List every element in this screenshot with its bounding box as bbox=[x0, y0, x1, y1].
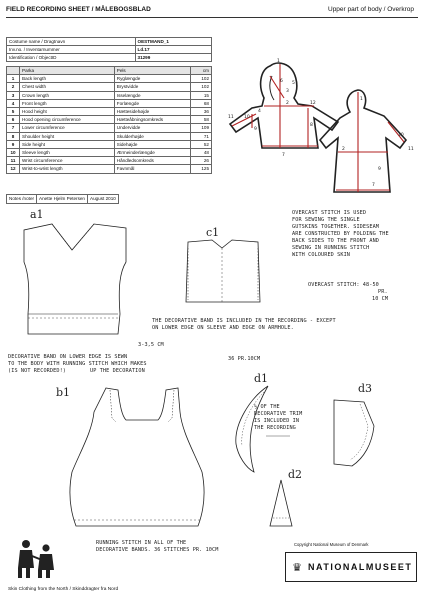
row-number: 1 bbox=[7, 75, 20, 83]
info-row bbox=[7, 38, 212, 46]
note-line: DECORATIVE BANDS. 36 STITCHES PR. 10CM bbox=[96, 547, 219, 553]
sketch-label-d3: d3 bbox=[358, 382, 373, 395]
row-pels: Ærmeinderlængde bbox=[114, 149, 190, 157]
info-table bbox=[6, 37, 212, 62]
row-number: 4 bbox=[7, 99, 20, 107]
row-cm: 36 bbox=[191, 108, 212, 116]
row-pels: Isselængde bbox=[114, 91, 190, 99]
lower-edge-note bbox=[8, 354, 238, 375]
note-line: ARE CONSTRUCTED BY FOLDING THE bbox=[292, 231, 389, 237]
diagram-number: 8 bbox=[310, 123, 313, 128]
measurement-row bbox=[7, 140, 212, 148]
diagram-number: 1 bbox=[360, 97, 363, 102]
row-cm: 125 bbox=[191, 165, 212, 173]
logo-figures-icon bbox=[14, 538, 60, 580]
note-line: GUTSKINS TOGETHER. SIDESEAM bbox=[292, 224, 380, 230]
row-number: 8 bbox=[7, 132, 20, 140]
footer-collection: Skin Clothing from the North / Skinddragter fra Nord bbox=[8, 587, 119, 592]
diagram-number: 2 bbox=[286, 101, 289, 106]
info-label: Costume name / Dragtnavn bbox=[7, 38, 136, 46]
row-parka: Back length bbox=[20, 75, 115, 83]
info-label: Identification / ObjectID bbox=[7, 54, 136, 62]
measurement-row bbox=[7, 149, 212, 157]
running-stitch-note bbox=[96, 540, 296, 554]
row-number: 3 bbox=[7, 91, 20, 99]
measurement-table bbox=[6, 66, 212, 174]
diagram-number: 6 bbox=[280, 79, 283, 84]
note-line: ½ OF THE bbox=[254, 404, 280, 410]
museum-name: NATIONALMUSEET bbox=[308, 562, 413, 572]
row-number: 12 bbox=[7, 165, 20, 173]
note-line: FOR SEWING THE SINGLE bbox=[292, 217, 360, 223]
sketch-label-d1: d1 bbox=[254, 372, 269, 385]
note-line: SEWING IN RUNNING STITCH bbox=[292, 245, 370, 251]
note-line: PR. bbox=[378, 289, 388, 295]
measurement-row bbox=[7, 124, 212, 132]
row-pels: Favnmål bbox=[114, 165, 190, 173]
col-parka: Parka bbox=[20, 67, 115, 75]
row-parka: Lower circumference bbox=[20, 124, 115, 132]
info-value: Ld.17 bbox=[135, 46, 211, 54]
info-value: 31299 bbox=[135, 54, 211, 62]
row-parka: Hood opening circumference bbox=[20, 116, 115, 124]
row-cm: 15 bbox=[191, 91, 212, 99]
row-cm: 48 bbox=[191, 149, 212, 157]
diagram-number: 9 bbox=[254, 127, 257, 132]
measurement-row bbox=[7, 99, 212, 107]
half-trim-note bbox=[254, 404, 330, 432]
row-cm: 71 bbox=[191, 132, 212, 140]
note-line: THE DECORATIVE BAND IS INCLUDED IN THE RECORDING - EXCEPT bbox=[152, 318, 336, 324]
row-parka: Chest width bbox=[20, 83, 115, 91]
diagram-number: 2 bbox=[342, 147, 345, 152]
overcast-note bbox=[292, 210, 420, 259]
row-cm: 26 bbox=[191, 157, 212, 165]
row-cm: 68 bbox=[191, 99, 212, 107]
col-pels: Pels bbox=[114, 67, 190, 75]
sketch-b1 bbox=[66, 382, 216, 532]
parka-diagrams bbox=[222, 52, 422, 202]
row-number: 11 bbox=[7, 157, 20, 165]
row-parka: Side height bbox=[20, 140, 115, 148]
info-value: OESTMAND_1 bbox=[135, 38, 211, 46]
note-line: 10 CM bbox=[372, 296, 389, 302]
parka-back-diagram bbox=[320, 90, 406, 192]
measurement-header-row bbox=[7, 67, 212, 75]
sketch-a1 bbox=[22, 222, 142, 342]
diagram-number: 4 bbox=[258, 109, 261, 114]
info-row bbox=[7, 46, 212, 54]
sketch-d2 bbox=[266, 478, 296, 530]
diagram-number: 10 bbox=[398, 133, 404, 138]
crown-icon: ♛ bbox=[292, 561, 302, 574]
measurement-row bbox=[7, 157, 212, 165]
footer-copyright: Copyright National Museum of Denmark bbox=[294, 542, 369, 547]
notes-row bbox=[7, 195, 119, 204]
measurement-row bbox=[7, 91, 212, 99]
note-line-group bbox=[8, 368, 238, 375]
note-line: DECORATIVE BAND ON LOWER EDGE IS SEWN bbox=[8, 354, 128, 360]
note-line: OVERCAST STITCH IS USED bbox=[292, 210, 367, 216]
row-pels: Hættеåbningsomkreds bbox=[114, 116, 190, 124]
row-parka: Crown length bbox=[20, 91, 115, 99]
sketch-label-b1: b1 bbox=[56, 386, 71, 399]
row-pels: Håndledsomkreds bbox=[114, 157, 190, 165]
row-cm: 52 bbox=[191, 140, 212, 148]
sheet-title: FIELD RECORDING SHEET / MÅLEBOGSBLAD bbox=[6, 6, 151, 13]
sketch-label-d2: d2 bbox=[288, 468, 303, 481]
note-line: (IS NOT RECORDED!) bbox=[8, 368, 67, 374]
sketch-label-a1: a1 bbox=[30, 208, 44, 221]
width-note: 3-3,5 CM bbox=[138, 342, 164, 348]
row-cm: 102 bbox=[191, 75, 212, 83]
col-cm: cm bbox=[191, 67, 212, 75]
measurement-row bbox=[7, 75, 212, 83]
notes-table bbox=[6, 194, 119, 204]
col-number bbox=[7, 67, 20, 75]
row-number: 9 bbox=[7, 140, 20, 148]
note-line: DECORATIVE TRIM bbox=[254, 411, 303, 417]
measurement-row bbox=[7, 83, 212, 91]
notes-label: Notes /noter bbox=[7, 195, 37, 204]
note-line: IS INCLUDED IN bbox=[254, 418, 300, 424]
diagram-number: 9 bbox=[378, 167, 381, 172]
pr-note: 36 PR.10CM bbox=[228, 356, 261, 362]
note-line: THE RECORDING bbox=[254, 425, 296, 431]
diagram-number: 5 bbox=[292, 81, 295, 86]
parka-back-measure-lines bbox=[336, 92, 404, 192]
note-line: RUNNING STITCH IN ALL OF THE bbox=[96, 540, 187, 546]
sketch-c1 bbox=[182, 238, 264, 308]
row-number: 5 bbox=[7, 108, 20, 116]
diagram-number: 12 bbox=[310, 101, 316, 106]
info-label: Inv.no. / Inventarnummer bbox=[7, 46, 136, 54]
note-line: BACK SIDES TO THE FRONT AND bbox=[292, 238, 380, 244]
notes-author: Anette Hjelm Petersen bbox=[37, 195, 88, 204]
row-number: 6 bbox=[7, 116, 20, 124]
parka-front-measure-lines bbox=[232, 64, 318, 148]
note-line: ON LOWER EDGE ON SLEEVE AND EDGE ON ARMHOLE. bbox=[152, 325, 294, 331]
note-line: OVERCAST STITCH: 48-50 bbox=[308, 282, 379, 288]
note-line: WITH COLOURED SKIN bbox=[292, 252, 351, 258]
museum-logo bbox=[285, 552, 417, 582]
sketch-d3 bbox=[330, 396, 380, 468]
diagram-number: 11 bbox=[408, 147, 414, 152]
measurement-row bbox=[7, 132, 212, 140]
measurement-row bbox=[7, 165, 212, 173]
notes-date: August 2010 bbox=[88, 195, 119, 204]
note-line: UP THE DECORATION bbox=[90, 368, 145, 374]
row-pels: Skulderhøjde bbox=[114, 132, 190, 140]
parka-front-numbers bbox=[228, 58, 316, 158]
row-parka: Wrist circumference bbox=[20, 157, 115, 165]
diagram-number: 7 bbox=[372, 183, 375, 188]
row-number: 10 bbox=[7, 149, 20, 157]
diagram-number: 7 bbox=[282, 153, 285, 158]
diagram-number: 11 bbox=[228, 115, 234, 120]
row-parka: Wrist-to-wrist length bbox=[20, 165, 115, 173]
diagram-number: 3 bbox=[286, 89, 289, 94]
diagram-number: 10 bbox=[244, 115, 250, 120]
diagram-number: 1 bbox=[277, 59, 280, 64]
row-parka: Hood height bbox=[20, 108, 115, 116]
row-cm: 102 bbox=[191, 83, 212, 91]
parka-back-numbers bbox=[342, 96, 414, 188]
row-parka: Sleeve length bbox=[20, 149, 115, 157]
header-divider bbox=[6, 17, 418, 18]
row-pels: Forlængde bbox=[114, 99, 190, 107]
row-pels: Sidehøjde bbox=[114, 140, 190, 148]
row-parka: Front length bbox=[20, 99, 115, 107]
row-pels: Undervidde bbox=[114, 124, 190, 132]
row-parka: Shoulder height bbox=[20, 132, 115, 140]
stitch-count-note bbox=[308, 282, 418, 303]
measurement-row bbox=[7, 108, 212, 116]
row-cm: 109 bbox=[191, 124, 212, 132]
row-pels: Brystvidde bbox=[114, 83, 190, 91]
row-cm: 58 bbox=[191, 116, 212, 124]
sheet-subtitle: Upper part of body / Overkrop bbox=[328, 6, 414, 13]
sketch-label-c1: c1 bbox=[206, 226, 220, 239]
row-number: 7 bbox=[7, 124, 20, 132]
info-row bbox=[7, 54, 212, 62]
row-pels: Hættesidehøjde bbox=[114, 108, 190, 116]
row-number: 2 bbox=[7, 83, 20, 91]
measurement-row bbox=[7, 116, 212, 124]
band-note bbox=[152, 318, 420, 332]
note-line: TO THE BODY WITH RUNNING STITCH WHICH MAKES bbox=[8, 361, 147, 367]
row-pels: Ryglængde bbox=[114, 75, 190, 83]
